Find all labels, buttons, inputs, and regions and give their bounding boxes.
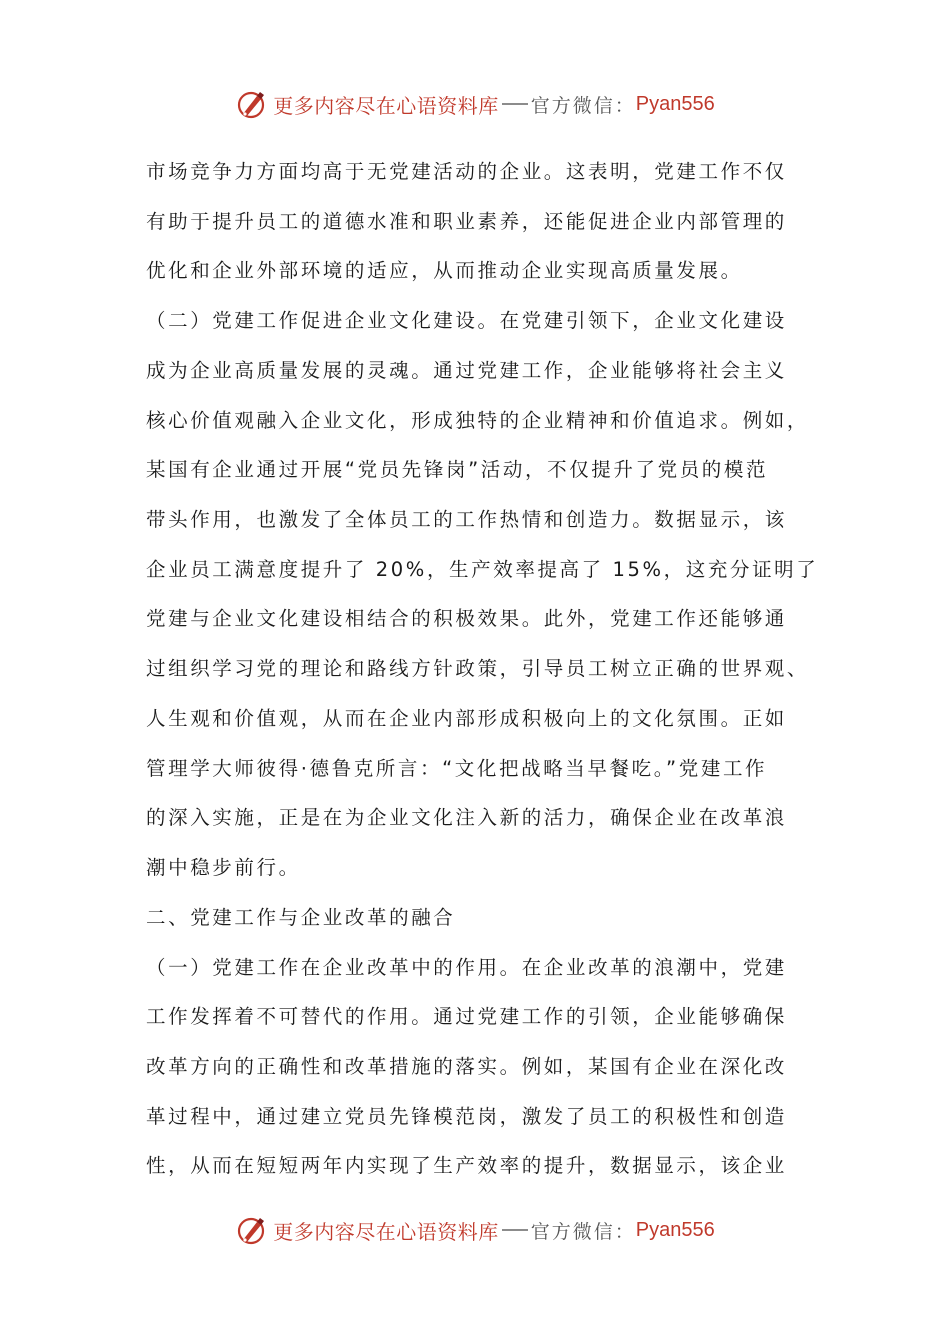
pen-circle-logo-icon (235, 1214, 267, 1246)
text-line: 党建与企业文化建设相结合的积极效果。此外，党建工作还能够通 (146, 607, 787, 631)
document-body (146, 147, 826, 1191)
banner-dash-divider (502, 103, 528, 105)
pen-circle-logo-icon (235, 88, 267, 120)
text-line: 人生观和价值观，从而在企业内部形成积极向上的文化氛围。正如 (146, 706, 787, 730)
text-line: （二）党建工作促进企业文化建设。在党建引领下，企业文化建设 (146, 309, 787, 333)
header-watermark-banner (0, 84, 950, 124)
section-heading: 二、党建工作与企业改革的融合 (146, 905, 456, 929)
text-line: 潮中稳步前行。 (146, 856, 301, 880)
text-line: 优化和企业外部环境的适应，从而推动企业实现高质量发展。 (146, 259, 743, 283)
banner-lead-text: 更多内容尽在心语资料库 (273, 93, 499, 118)
banner-dash-divider (502, 1229, 528, 1231)
text-line: 性，从而在短短两年内实现了生产效率的提升，数据显示，该企业 (146, 1154, 787, 1178)
banner-lead-text: 更多内容尽在心语资料库 (273, 1219, 499, 1244)
text-line: 市场竞争力方面均高于无党建活动的企业。这表明，党建工作不仅 (146, 160, 787, 183)
text-line: 工作发挥着不可替代的作用。通过党建工作的引领，企业能够确保 (146, 1005, 787, 1029)
text-line: 企业员工满意度提升了 20%，生产效率提高了 15%，这充分证明了 (146, 557, 819, 581)
text-line: 管理学大师彼得·德鲁克所言：“文化把战略当早餐吃。”党建工作 (146, 756, 768, 780)
text-line: 带头作用，也激发了全体员工的工作热情和创造力。数据显示，该 (146, 508, 787, 532)
text-line: （一）党建工作在企业改革中的作用。在企业改革的浪潮中，党建 (146, 955, 787, 979)
text-line: 成为企业高质量发展的灵魂。通过党建工作，企业能够将社会主义 (146, 358, 787, 382)
text-line: 有助于提升员工的道德水准和职业素养，还能促进企业内部管理的 (146, 209, 787, 233)
footer-watermark-banner (0, 1210, 950, 1250)
banner-wechat-label: 官方微信： (530, 94, 636, 117)
text-line: 革过程中，通过建立党员先锋模范岗，激发了员工的积极性和创造 (146, 1104, 787, 1128)
text-line: 核心价值观融入企业文化，形成独特的企业精神和价值追求。例如， (146, 408, 810, 432)
text-line: 改革方向的正确性和改革措施的落实。例如，某国有企业在深化改 (146, 1054, 787, 1078)
banner-wechat-id: Pyan556 (635, 1218, 715, 1241)
banner-wechat-label: 官方微信： (530, 1220, 636, 1243)
banner-wechat-id: Pyan556 (635, 92, 715, 115)
text-line: 某国有企业通过开展“党员先锋岗”活动，不仅提升了党员的模范 (146, 458, 769, 482)
text-line: 过组织学习党的理论和路线方针政策，引导员工树立正确的世界观、 (146, 657, 810, 681)
text-line: 的深入实施，正是在为企业文化注入新的活力，确保企业在改革浪 (146, 806, 787, 830)
